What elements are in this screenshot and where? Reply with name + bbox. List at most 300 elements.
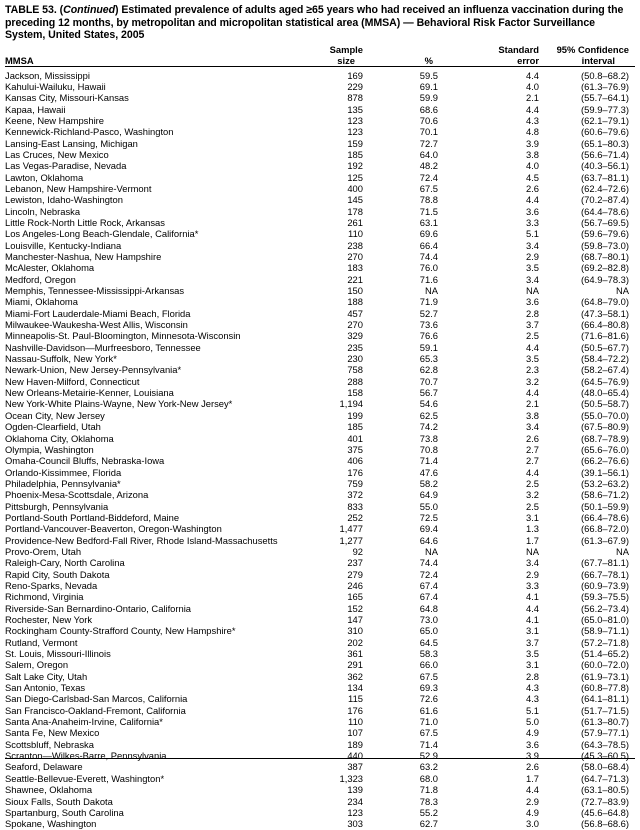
cell-confidence-interval: (61.3–76.9) xyxy=(581,80,629,92)
cell-confidence-interval: (59.9–77.3) xyxy=(581,103,629,115)
cell-percent: 72.4 xyxy=(419,568,438,580)
cell-mmsa: Jackson, Mississippi xyxy=(5,69,90,81)
cell-mmsa: Spartanburg, South Carolina xyxy=(5,806,124,818)
cell-percent: 74.4 xyxy=(419,251,438,262)
cell-sample-size: 134 xyxy=(347,682,363,694)
table-row xyxy=(5,637,635,648)
cell-sample-size: 152 xyxy=(347,602,363,614)
cell-sample-size: 303 xyxy=(347,818,363,830)
table-row xyxy=(5,727,635,738)
cell-sample-size: 229 xyxy=(347,80,363,92)
cell-standard-error: 2.9 xyxy=(525,251,539,262)
cell-confidence-interval: (56.8–68.6) xyxy=(581,818,629,830)
cell-mmsa: Lebanon, New Hampshire-Vermont xyxy=(5,182,152,194)
cell-sample-size: 92 xyxy=(352,545,363,557)
cell-standard-error: 3.6 xyxy=(525,738,539,750)
cell-percent: 72.4 xyxy=(419,171,438,183)
cell-mmsa: Seattle-Bellevue-Everett, Washington* xyxy=(5,772,165,784)
title-prefix: TABLE 53. ( xyxy=(5,4,64,16)
cell-sample-size: 329 xyxy=(347,330,363,342)
cell-confidence-interval: (65.0–81.0) xyxy=(581,614,629,625)
cell-standard-error: 3.8 xyxy=(525,148,539,160)
table-row xyxy=(5,217,635,228)
cell-confidence-interval: (64.4–78.6) xyxy=(581,205,629,217)
table-row xyxy=(5,104,635,115)
table-row xyxy=(5,739,635,750)
cell-standard-error: 3.5 xyxy=(525,353,539,365)
cell-percent: 69.3 xyxy=(419,682,438,694)
table-row xyxy=(5,81,635,92)
cell-mmsa: San Francisco-Oakland-Fremont, California xyxy=(5,704,186,716)
cell-mmsa: Santa Ana-Anaheim-Irvine, California* xyxy=(5,716,163,728)
header-mmsa: MMSA xyxy=(5,54,34,66)
cell-percent: 55.2 xyxy=(419,806,438,818)
table-row xyxy=(5,387,635,398)
cell-sample-size: 246 xyxy=(347,579,363,591)
table-row xyxy=(5,535,635,546)
cell-percent: 62.7 xyxy=(419,818,438,830)
cell-confidence-interval: (70.2–87.4) xyxy=(581,194,629,206)
table-row xyxy=(5,807,635,818)
cell-mmsa: St. Louis, Missouri-Illinois xyxy=(5,648,111,660)
cell-sample-size: 178 xyxy=(347,205,363,217)
cell-confidence-interval: (45.6–64.8) xyxy=(581,806,629,818)
cell-sample-size: 125 xyxy=(347,171,363,183)
cell-percent: 71.4 xyxy=(419,738,438,750)
cell-percent: 74.2 xyxy=(419,421,438,433)
cell-standard-error: 4.4 xyxy=(525,341,539,353)
cell-standard-error: 3.5 xyxy=(525,262,539,274)
cell-confidence-interval: (67.5–80.9) xyxy=(581,421,629,433)
table-row xyxy=(5,682,635,693)
cell-sample-size: 199 xyxy=(347,409,363,421)
cell-confidence-interval: (66.4–78.6) xyxy=(581,511,629,523)
table-row xyxy=(5,319,635,330)
cell-standard-error: NA xyxy=(525,285,539,297)
cell-percent: 55.0 xyxy=(419,500,438,512)
cell-confidence-interval: (47.3–58.1) xyxy=(581,307,629,319)
cell-mmsa: McAlester, Oklahoma xyxy=(5,262,95,274)
table-row xyxy=(5,172,635,183)
cell-percent: 59.1 xyxy=(419,341,438,353)
cell-sample-size: 234 xyxy=(347,795,363,807)
cell-sample-size: 361 xyxy=(347,648,363,660)
cell-mmsa: New York-White Plains-Wayne, New York-New Jersey* xyxy=(5,398,233,410)
cell-mmsa: Miami, Oklahoma xyxy=(5,296,78,308)
title-continued: Continued xyxy=(63,4,116,16)
table-row xyxy=(5,285,635,296)
table-row xyxy=(5,421,635,432)
cell-percent: 52.7 xyxy=(419,307,438,319)
cell-mmsa: Portland-Vancouver-Beaverton, Oregon-Washington xyxy=(5,523,222,535)
cell-standard-error: 4.4 xyxy=(525,194,539,206)
cell-standard-error: 2.9 xyxy=(525,568,539,580)
cell-confidence-interval: (66.7–78.1) xyxy=(581,568,629,580)
cell-percent: 74.4 xyxy=(419,557,438,569)
cell-mmsa: Keene, New Hampshire xyxy=(5,114,105,126)
cell-standard-error: 2.7 xyxy=(525,455,539,467)
cell-sample-size: 310 xyxy=(347,625,363,637)
cell-confidence-interval: (55.0–70.0) xyxy=(581,409,629,421)
cell-confidence-interval: (56.6–71.4) xyxy=(581,148,629,160)
table-row xyxy=(5,467,635,478)
cell-sample-size: 387 xyxy=(347,761,363,773)
table-row xyxy=(5,364,635,375)
cell-sample-size: 123 xyxy=(347,114,363,126)
cell-standard-error: 3.4 xyxy=(525,273,539,285)
cell-confidence-interval: (58.6–71.2) xyxy=(581,489,629,501)
table-row xyxy=(5,603,635,614)
cell-sample-size: 107 xyxy=(347,727,363,739)
cell-standard-error: 2.5 xyxy=(525,330,539,342)
cell-standard-error: 3.4 xyxy=(525,557,539,569)
cell-mmsa: New Orleans-Metairie-Kenner, Louisiana xyxy=(5,387,174,399)
cell-mmsa: New Haven-Milford, Connecticut xyxy=(5,375,140,387)
cell-percent: 69.1 xyxy=(419,80,438,92)
cell-mmsa: Orlando-Kissimmee, Florida xyxy=(5,466,122,478)
cell-sample-size: 185 xyxy=(347,421,363,433)
cell-sample-size: 406 xyxy=(347,455,363,467)
cell-confidence-interval: (57.2–71.8) xyxy=(581,636,629,648)
cell-confidence-interval: (40.3–56.1) xyxy=(581,160,629,172)
cell-standard-error: 3.4 xyxy=(525,239,539,251)
cell-standard-error: 3.9 xyxy=(525,750,539,762)
cell-confidence-interval: (63.7–81.1) xyxy=(581,171,629,183)
cell-percent: 48.2 xyxy=(419,160,438,172)
cell-confidence-interval: (60.6–79.6) xyxy=(581,126,629,138)
table-row xyxy=(5,659,635,670)
cell-mmsa: Philadelphia, Pennsylvania* xyxy=(5,477,121,489)
cell-percent: 71.9 xyxy=(419,296,438,308)
table-row xyxy=(5,523,635,534)
cell-standard-error: 2.6 xyxy=(525,182,539,194)
header-sample-1: Sample xyxy=(329,43,363,55)
cell-percent: 69.6 xyxy=(419,228,438,240)
cell-standard-error: 2.1 xyxy=(525,398,539,410)
cell-percent: 64.8 xyxy=(419,602,438,614)
cell-sample-size: 401 xyxy=(347,432,363,444)
cell-sample-size: 400 xyxy=(347,182,363,194)
cell-mmsa: Scranton—Wilkes-Barre, Pennsylvania xyxy=(5,750,167,762)
cell-confidence-interval: (68.7–78.9) xyxy=(581,432,629,444)
cell-mmsa: Salt Lake City, Utah xyxy=(5,670,88,682)
cell-confidence-interval: NA xyxy=(615,285,629,297)
table-row xyxy=(5,705,635,716)
cell-standard-error: 3.2 xyxy=(525,375,539,387)
cell-confidence-interval: (65.1–80.3) xyxy=(581,137,629,149)
cell-mmsa: Santa Fe, New Mexico xyxy=(5,727,100,739)
table-row xyxy=(5,501,635,512)
cell-standard-error: 5.0 xyxy=(525,716,539,728)
cell-standard-error: 4.3 xyxy=(525,114,539,126)
cell-sample-size: 230 xyxy=(347,353,363,365)
cell-sample-size: 189 xyxy=(347,738,363,750)
cell-confidence-interval: (69.2–82.8) xyxy=(581,262,629,274)
cell-confidence-interval: (64.7–71.3) xyxy=(581,772,629,784)
header-sample-2: size xyxy=(337,54,355,66)
table-row xyxy=(5,444,635,455)
cell-percent: 70.8 xyxy=(419,443,438,455)
table-row xyxy=(5,693,635,704)
cell-standard-error: 2.8 xyxy=(525,670,539,682)
cell-percent: 72.6 xyxy=(419,693,438,705)
cell-confidence-interval: (59.3–75.5) xyxy=(581,591,629,603)
table-row xyxy=(5,625,635,636)
cell-standard-error: 3.0 xyxy=(525,818,539,830)
table-row xyxy=(5,183,635,194)
table-row xyxy=(5,228,635,239)
cell-confidence-interval: (59.8–73.0) xyxy=(581,239,629,251)
table-row xyxy=(5,761,635,772)
cell-percent: 70.6 xyxy=(419,114,438,126)
cell-percent: 67.5 xyxy=(419,670,438,682)
table-header xyxy=(5,44,635,67)
cell-percent: 67.5 xyxy=(419,727,438,739)
cell-confidence-interval: (59.6–79.6) xyxy=(581,228,629,240)
cell-mmsa: Reno-Sparks, Nevada xyxy=(5,579,98,591)
cell-mmsa: Pittsburgh, Pennsylvania xyxy=(5,500,109,512)
cell-percent: 64.5 xyxy=(419,636,438,648)
cell-confidence-interval: (45.3–60.5) xyxy=(581,750,629,762)
cell-percent: NA xyxy=(424,545,438,557)
cell-standard-error: 3.1 xyxy=(525,625,539,637)
cell-mmsa: Lincoln, Nebraska xyxy=(5,205,81,217)
table-row xyxy=(5,194,635,205)
cell-percent: 72.5 xyxy=(419,511,438,523)
cell-sample-size: 202 xyxy=(347,636,363,648)
cell-standard-error: 2.1 xyxy=(525,92,539,104)
cell-percent: 64.9 xyxy=(419,489,438,501)
cell-standard-error: 3.9 xyxy=(525,137,539,149)
table-row xyxy=(5,126,635,137)
cell-mmsa: Newark-Union, New Jersey-Pennsylvania* xyxy=(5,364,182,376)
cell-mmsa: Kapaa, Hawaii xyxy=(5,103,66,115)
table-row xyxy=(5,240,635,251)
cell-confidence-interval: (53.2–63.2) xyxy=(581,477,629,489)
cell-sample-size: 261 xyxy=(347,216,363,228)
cell-mmsa: Sioux Falls, South Dakota xyxy=(5,795,113,807)
cell-standard-error: 4.0 xyxy=(525,160,539,172)
cell-sample-size: 176 xyxy=(347,466,363,478)
cell-sample-size: 176 xyxy=(347,704,363,716)
table-row xyxy=(5,773,635,784)
cell-percent: 61.6 xyxy=(419,704,438,716)
header-ci-2: interval xyxy=(581,54,615,66)
cell-confidence-interval: (39.1–56.1) xyxy=(581,466,629,478)
cell-confidence-interval: (58.0–68.4) xyxy=(581,761,629,773)
cell-mmsa: Medford, Oregon xyxy=(5,273,76,285)
table-row xyxy=(5,614,635,625)
cell-sample-size: 115 xyxy=(348,693,363,705)
cell-percent: 71.8 xyxy=(419,784,438,796)
cell-standard-error: 3.1 xyxy=(525,659,539,671)
cell-confidence-interval: NA xyxy=(615,545,629,557)
cell-sample-size: 192 xyxy=(347,160,363,172)
cell-mmsa: Raleigh-Cary, North Carolina xyxy=(5,557,125,569)
cell-confidence-interval: (50.8–68.2) xyxy=(581,69,629,81)
table-bottom-rule xyxy=(5,758,635,759)
cell-mmsa: Memphis, Tennessee-Mississippi-Arkansas xyxy=(5,285,185,297)
cell-mmsa: Ocean City, New Jersey xyxy=(5,409,105,421)
cell-percent: 71.5 xyxy=(419,205,438,217)
cell-standard-error: 4.9 xyxy=(525,727,539,739)
cell-percent: 69.4 xyxy=(419,523,438,535)
cell-confidence-interval: (50.1–59.9) xyxy=(581,500,629,512)
cell-percent: 47.6 xyxy=(419,466,438,478)
cell-confidence-interval: (57.9–77.1) xyxy=(581,727,629,739)
cell-sample-size: 123 xyxy=(347,806,363,818)
table-row xyxy=(5,671,635,682)
cell-standard-error: 2.9 xyxy=(525,795,539,807)
cell-mmsa: Las Cruces, New Mexico xyxy=(5,148,109,160)
cell-confidence-interval: (65.6–76.0) xyxy=(581,443,629,455)
cell-confidence-interval: (64.3–78.5) xyxy=(581,738,629,750)
cell-standard-error: 4.0 xyxy=(525,80,539,92)
cell-percent: 78.8 xyxy=(419,194,438,206)
table-row xyxy=(5,796,635,807)
table-row xyxy=(5,750,635,761)
cell-percent: 70.1 xyxy=(419,126,438,138)
cell-standard-error: 3.3 xyxy=(525,579,539,591)
cell-confidence-interval: (56.7–69.5) xyxy=(581,216,629,228)
cell-sample-size: 188 xyxy=(347,296,363,308)
cell-percent: 73.0 xyxy=(419,614,438,625)
cell-standard-error: 5.1 xyxy=(525,704,539,716)
cell-percent: 71.0 xyxy=(419,716,438,728)
cell-confidence-interval: (62.4–72.6) xyxy=(581,182,629,194)
cell-percent: NA xyxy=(424,285,438,297)
cell-confidence-interval: (66.2–76.6) xyxy=(581,455,629,467)
cell-sample-size: 139 xyxy=(347,784,363,796)
cell-sample-size: 252 xyxy=(347,511,363,523)
table-row xyxy=(5,353,635,364)
cell-mmsa: Manchester-Nashua, New Hampshire xyxy=(5,251,162,262)
cell-sample-size: 110 xyxy=(348,716,363,728)
cell-standard-error: 4.3 xyxy=(525,693,539,705)
cell-sample-size: 457 xyxy=(347,307,363,319)
cell-confidence-interval: (58.9–71.1) xyxy=(581,625,629,637)
cell-standard-error: 4.4 xyxy=(525,602,539,614)
cell-standard-error: 4.4 xyxy=(525,784,539,796)
cell-mmsa: Portland-South Portland-Biddeford, Maine xyxy=(5,511,180,523)
table-row xyxy=(5,591,635,602)
cell-confidence-interval: (50.5–67.7) xyxy=(581,341,629,353)
cell-sample-size: 375 xyxy=(347,443,363,455)
table-row xyxy=(5,410,635,421)
table-page xyxy=(5,4,635,830)
table-row xyxy=(5,342,635,353)
cell-standard-error: 4.4 xyxy=(525,103,539,115)
cell-sample-size: 145 xyxy=(347,194,363,206)
cell-mmsa: Ogden-Clearfield, Utah xyxy=(5,421,101,433)
cell-confidence-interval: (61.3–80.7) xyxy=(581,716,629,728)
cell-confidence-interval: (60.8–77.8) xyxy=(581,682,629,694)
cell-sample-size: 135 xyxy=(347,103,363,115)
cell-mmsa: Salem, Oregon xyxy=(5,659,69,671)
cell-standard-error: 1.3 xyxy=(525,523,539,535)
cell-standard-error: 4.3 xyxy=(525,682,539,694)
table-title xyxy=(5,4,635,42)
table-row xyxy=(5,376,635,387)
cell-percent: 64.0 xyxy=(419,148,438,160)
cell-sample-size: 1,277 xyxy=(339,534,363,546)
cell-confidence-interval: (72.7–83.9) xyxy=(581,795,629,807)
cell-mmsa: Minneapolis-St. Paul-Bloomington, Minnesota-Wisconsin xyxy=(5,330,241,342)
cell-confidence-interval: (61.3–67.9) xyxy=(581,534,629,546)
cell-percent: 68.0 xyxy=(419,772,438,784)
cell-standard-error: 4.9 xyxy=(525,806,539,818)
cell-sample-size: 372 xyxy=(347,489,363,501)
cell-mmsa: Los Angeles-Long Beach-Glendale, California* xyxy=(5,228,199,240)
cell-mmsa: Kahului-Wailuku, Hawaii xyxy=(5,80,106,92)
cell-mmsa: Omaha-Council Bluffs, Nebraska-Iowa xyxy=(5,455,165,467)
cell-mmsa: Phoenix-Mesa-Scottsdale, Arizona xyxy=(5,489,149,501)
cell-standard-error: 3.1 xyxy=(525,511,539,523)
cell-sample-size: 270 xyxy=(347,319,363,331)
cell-sample-size: 288 xyxy=(347,375,363,387)
cell-percent: 54.6 xyxy=(419,398,438,410)
cell-sample-size: 183 xyxy=(347,262,363,274)
cell-percent: 68.6 xyxy=(419,103,438,115)
cell-sample-size: 185 xyxy=(347,148,363,160)
table-row xyxy=(5,546,635,557)
cell-standard-error: 1.7 xyxy=(525,534,539,546)
cell-standard-error: NA xyxy=(525,545,539,557)
cell-confidence-interval: (61.9–73.1) xyxy=(581,670,629,682)
cell-percent: 71.6 xyxy=(419,273,438,285)
table-row xyxy=(5,138,635,149)
table-row xyxy=(5,478,635,489)
cell-sample-size: 150 xyxy=(347,285,363,297)
table-row xyxy=(5,274,635,285)
cell-sample-size: 147 xyxy=(347,614,363,625)
cell-standard-error: 3.3 xyxy=(525,216,539,228)
cell-percent: 65.3 xyxy=(419,353,438,365)
cell-sample-size: 878 xyxy=(347,92,363,104)
cell-percent: 67.4 xyxy=(419,579,438,591)
cell-mmsa: Riverside-San Bernardino-Ontario, California xyxy=(5,602,192,614)
cell-mmsa: Milwaukee-Waukesha-West Allis, Wisconsin xyxy=(5,319,188,331)
cell-confidence-interval: (55.7–64.1) xyxy=(581,92,629,104)
table-row xyxy=(5,648,635,659)
title-rest: ) Estimated prevalence of adults aged ≥65 years who had received an influenza vaccination during the preceding 12 months, by metropolitan and micropolitan statistical area (MMSA) — Behavioral Risk Factor Surveillance System, United States, 2005 xyxy=(5,4,624,41)
cell-mmsa: Richmond, Virginia xyxy=(5,591,84,603)
table-row xyxy=(5,569,635,580)
cell-standard-error: 2.6 xyxy=(525,432,539,444)
cell-confidence-interval: (51.4–65.2) xyxy=(581,648,629,660)
cell-percent: 62.8 xyxy=(419,364,438,376)
cell-standard-error: 2.5 xyxy=(525,477,539,489)
cell-mmsa: Oklahoma City, Oklahoma xyxy=(5,432,114,444)
cell-confidence-interval: (62.1–79.1) xyxy=(581,114,629,126)
cell-percent: 63.1 xyxy=(419,216,438,228)
cell-sample-size: 279 xyxy=(347,568,363,580)
cell-sample-size: 759 xyxy=(347,477,363,489)
table-row xyxy=(5,115,635,126)
table-row xyxy=(5,512,635,523)
cell-confidence-interval: (67.7–81.1) xyxy=(581,557,629,569)
cell-mmsa: Provo-Orem, Utah xyxy=(5,545,82,557)
cell-standard-error: 4.1 xyxy=(525,614,539,625)
cell-standard-error: 4.4 xyxy=(525,69,539,81)
cell-sample-size: 440 xyxy=(347,750,363,762)
table-row xyxy=(5,330,635,341)
cell-confidence-interval: (58.2–67.4) xyxy=(581,364,629,376)
cell-sample-size: 110 xyxy=(348,228,363,240)
header-se-2: error xyxy=(517,54,539,66)
cell-standard-error: 3.2 xyxy=(525,489,539,501)
cell-sample-size: 833 xyxy=(347,500,363,512)
